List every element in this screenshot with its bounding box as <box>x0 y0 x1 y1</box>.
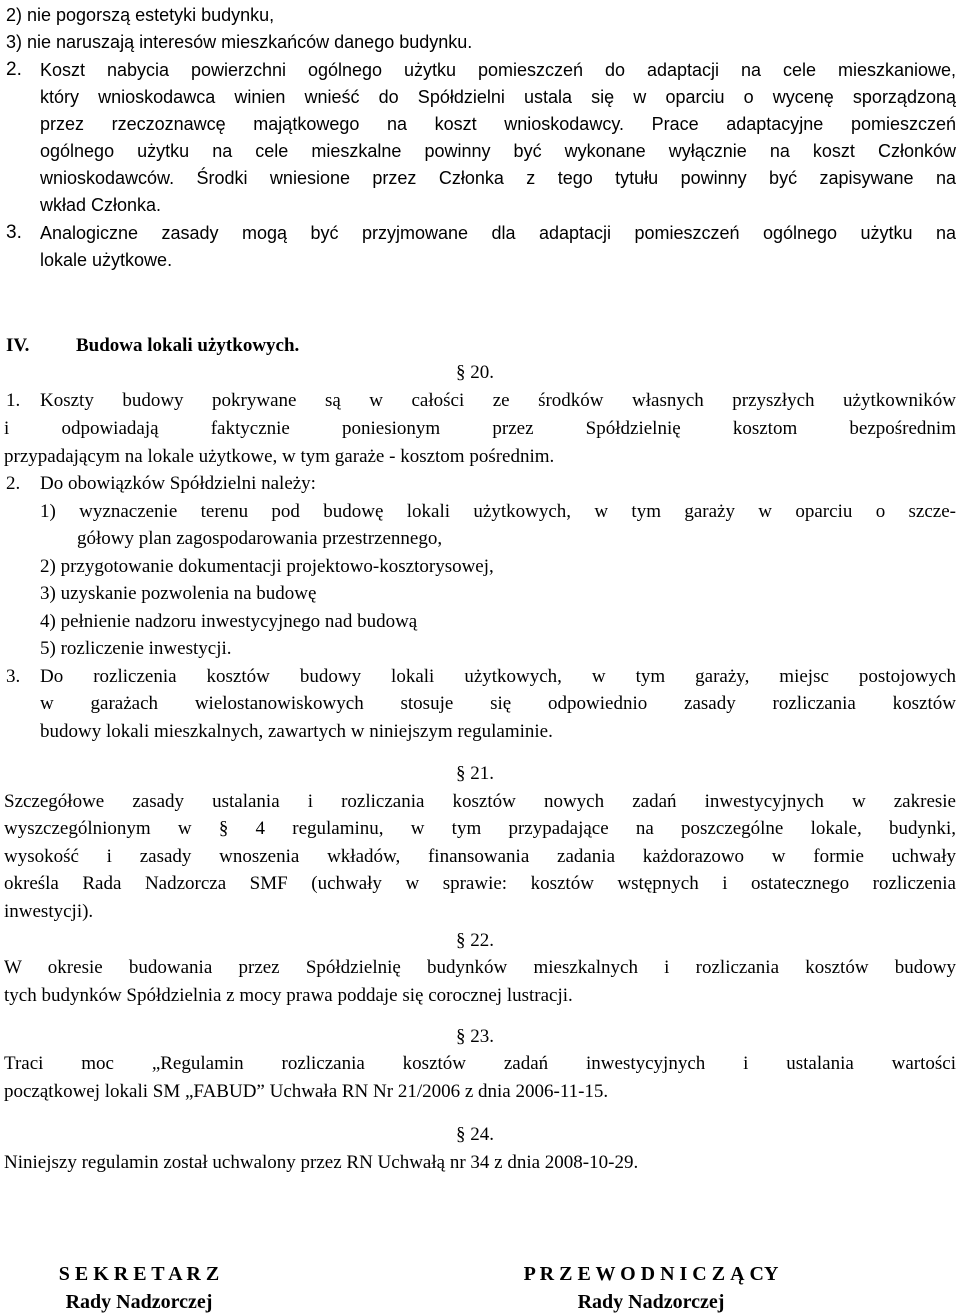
paragraph-line: i odpowiadają faktycznie poniesionym przez Spółdzielnię kosztom bezpośrednim <box>4 418 956 439</box>
paragraph-line: inwestycji). <box>4 901 94 922</box>
list-item: gółowy plan zagospodarowania przestrzennego, <box>77 528 443 549</box>
paragraph-line: W okresie budowania przez Spółdzielnię budynków mieszkalnych i rozliczania kosztów budowy <box>4 957 956 978</box>
list-item: 3) uzyskanie pozwolenia na budowę <box>40 583 317 604</box>
paragraph-line: ogólnego użytku na cele mieszkalne powinny być wykonane wyłącznie na koszt Członków <box>40 141 956 161</box>
paragraph-line: wyszczególnionym w § 4 regulaminu, w tym przypadające na poszczególne lokale, budynki, <box>4 818 956 839</box>
section-mark: § 23. <box>456 1026 494 1047</box>
paragraph-number: 3. <box>6 666 21 687</box>
paragraph-number: 2. <box>6 473 21 494</box>
paragraph-line: lokale użytkowe. <box>40 250 173 270</box>
signature-right-subtitle: Rady Nadzorczej <box>577 1291 725 1313</box>
signature-left-title: S E K R E T A R Z <box>58 1263 220 1285</box>
paragraph-line: wysokość i zasady wnoszenia wkładów, finansowania zadania każdorazowo w formie uchwały <box>4 846 956 867</box>
signature-right-title: P R Z E W O D N I C Z Ą CY <box>523 1263 779 1285</box>
section-mark: § 22. <box>456 930 494 951</box>
list-item: 2) przygotowanie dokumentacji projektowo-kosztorysowej, <box>40 556 494 577</box>
paragraph-line: wkład Członka. <box>40 195 162 215</box>
section-number: IV. <box>6 335 30 356</box>
list-item: 2) nie pogorszą estetyki budynku, <box>6 5 275 25</box>
paragraph-line: Analogiczne zasady mogą być przyjmowane dla adaptacji pomieszczeń ogólnego użytku na <box>40 223 956 243</box>
paragraph-number: 2. <box>6 59 22 80</box>
signature-left-subtitle: Rady Nadzorczej <box>65 1291 213 1313</box>
paragraph-line: Niniejszy regulamin został uchwalony przez RN Uchwałą nr 34 z dnia 2008-10-29. <box>4 1152 639 1173</box>
paragraph-line: który wnioskodawca winien wnieść do Spółdzielni ustala się w oparciu o wycenę sporządzoną <box>40 87 956 107</box>
paragraph-line: Szczegółowe zasady ustalania i rozliczania kosztów nowych zadań inwestycyjnych w zakresie <box>4 791 956 812</box>
list-item: 5) rozliczenie inwestycji. <box>40 638 232 659</box>
section-mark: § 24. <box>456 1124 494 1145</box>
paragraph-line: określa Rada Nadzorcza SMF (uchwały w sprawie: kosztów wstępnych i ostatecznego rozliczenia <box>4 873 956 894</box>
paragraph-line: budowy lokali mieszkalnych, zawartych w niniejszym regulaminie. <box>40 721 553 742</box>
list-item: 1) wyznaczenie terenu pod budowę lokali użytkowych, w tym garaży w oparciu o szcze- <box>40 501 956 522</box>
paragraph-number: 3. <box>6 222 22 243</box>
section-mark: § 21. <box>456 763 494 784</box>
paragraph-number: 1. <box>6 390 21 411</box>
paragraph-line: przez rzeczoznawcę majątkowego na koszt wnioskodawcy. Prace adaptacyjne pomieszczeń <box>40 114 956 134</box>
list-item: 4) pełnienie nadzoru inwestycyjnego nad budową <box>40 611 418 632</box>
paragraph-line: Koszty budowy pokrywane są w całości ze środków własnych przyszłych użytkowników <box>40 390 956 411</box>
paragraph-line: przypadającym na lokale użytkowe, w tym garaże - kosztom pośrednim. <box>4 446 555 467</box>
paragraph-line: Do obowiązków Spółdzielni należy: <box>40 473 316 494</box>
section-title: Budowa lokali użytkowych. <box>76 335 300 356</box>
paragraph-line: Traci moc „Regulamin rozliczania kosztów zadań inwestycyjnych i ustalania wartości <box>4 1053 956 1074</box>
paragraph-line: wnioskodawców. Środki wniesione przez Członka z tego tytułu powinny być zapisywane na <box>40 168 956 188</box>
paragraph-line: tych budynków Spółdzielnia z mocy prawa poddaje się corocznej lustracji. <box>4 985 573 1006</box>
paragraph-line: Koszt nabycia powierzchni ogólnego użytku pomieszczeń do adaptacji na cele mieszkaniowe, <box>40 60 956 80</box>
paragraph-line: początkowej lokali SM „FABUD” Uchwała RN Nr 21/2006 z dnia 2006-11-15. <box>4 1081 609 1102</box>
paragraph-line: Do rozliczenia kosztów budowy lokali użytkowych, w tym garaży, miejsc postojowych <box>40 666 956 687</box>
section-mark: § 20. <box>456 362 494 383</box>
paragraph-line: w garażach wielostanowiskowych stosuje się odpowiednio zasady rozliczania kosztów <box>40 693 956 714</box>
list-item: 3) nie naruszają interesów mieszkańców danego budynku. <box>6 32 473 52</box>
